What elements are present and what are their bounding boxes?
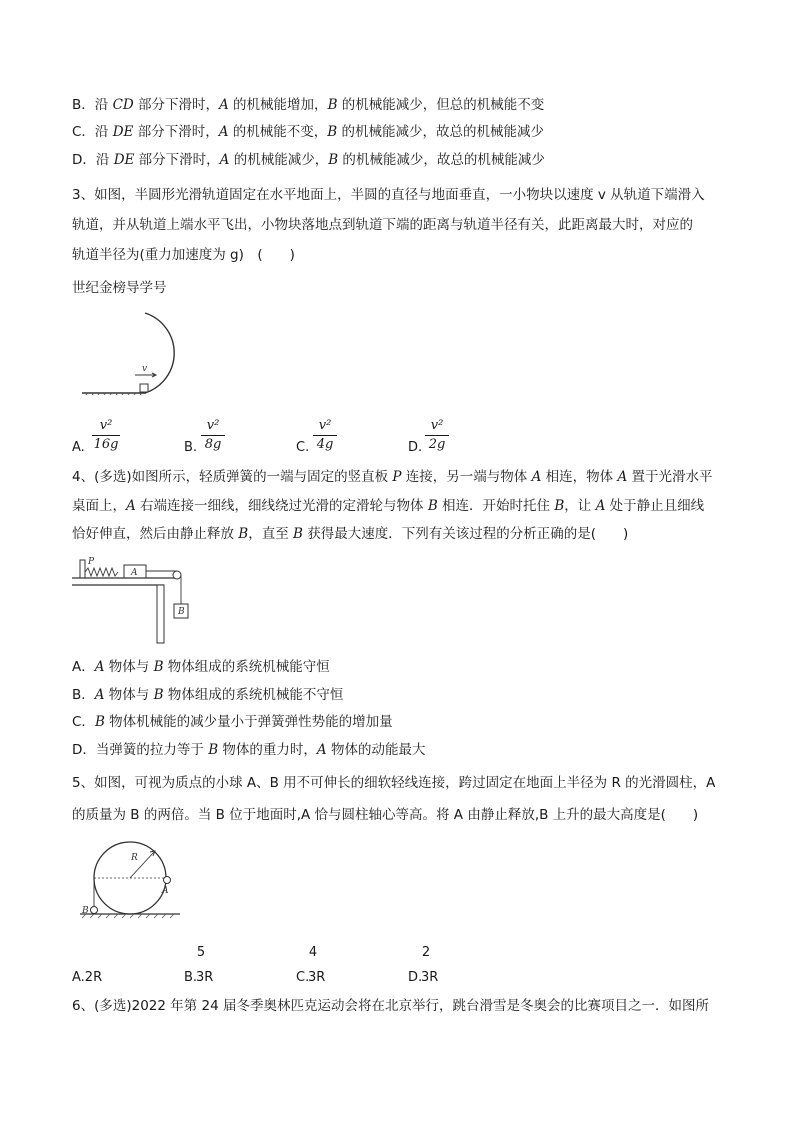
option-c-text: C．沿 DE 部分下滑时，A 的机械能不变，B 的机械能减少，故总的机械能减少 (72, 124, 544, 140)
ball-a-label: A (162, 886, 169, 896)
q4-option-d[interactable]: D．当弹簧的拉力等于 B 物体的重力时，A 物体的动能最大 (72, 742, 426, 758)
q5-option-b-num: 5 (196, 945, 206, 960)
q3-option-c[interactable]: C. (296, 440, 310, 455)
q4-text-line1: 4、(多选)如图所示，轻质弹簧的一端与固定的竖直板 P 连接，另一端与物体 A 相连，物体 A 置于光滑水平 (72, 469, 713, 485)
q5-option-a[interactable]: A.2R (72, 970, 103, 985)
q3-semicircle-track-figure (80, 305, 200, 395)
q5-option-c[interactable]: C. (296, 970, 310, 985)
q5-option-d-num: 2 (421, 945, 431, 960)
q5-option-d[interactable]: D. (408, 970, 423, 985)
q3-option-d[interactable]: D. (408, 440, 423, 455)
q4-option-a[interactable]: A．A 物体与 B 物体组成的系统机械能守恒 (72, 659, 330, 675)
q4-spring-pulley-figure (72, 552, 202, 647)
velocity-label: v (142, 364, 148, 374)
option-b-text: B．沿 CD 部分下滑时，A 的机械能增加，B 的机械能减少，但总的机械能不变 (72, 97, 545, 113)
block-a-label: A (131, 568, 138, 578)
q3-text-line3: 轨道半径为(重力加速度为 g) ( ) (72, 247, 295, 263)
ball-b-label: B (82, 906, 89, 916)
q5-option-c-value: 3R (308, 970, 326, 985)
q5-option-b[interactable]: B. (184, 970, 198, 985)
q6-text-line1: 6、(多选)2022 年第 24 届冬季奥林匹克运动会将在北京举行，跳台滑雪是冬奥会的比赛项目之一．如图所 (72, 998, 710, 1014)
radius-label: R (131, 853, 138, 863)
block-b-label: B (178, 607, 185, 617)
q3-option-a[interactable]: A. (72, 440, 85, 455)
q4-text-line2: 桌面上，A 右端连接一细线，细线绕过光滑的定滑轮与物体 B 相连．开始时托住 B，让 A 处于静止且细线 (72, 498, 705, 514)
q5-option-b-value: 3R (196, 970, 214, 985)
q5-text-line1: 5、如图，可视为质点的小球 A、B 用不可伸长的细软轻线连接，跨过固定在地面上半径为 R 的光滑圆柱，A (72, 775, 716, 791)
plate-p-label: P (88, 557, 95, 567)
q3-option-c-fraction: v² 4g (313, 418, 337, 453)
q5-cylinder-figure (76, 838, 186, 920)
option-d-text: D．沿 DE 部分下滑时，A 的机械能减少，B 的机械能减少，故总的机械能减少 (72, 152, 545, 168)
q3-option-d-fraction: v² 2g (425, 418, 449, 453)
q5-option-d-value: 3R (421, 970, 439, 985)
q3-option-b[interactable]: B. (184, 440, 198, 455)
q5-option-c-num: 4 (308, 945, 318, 960)
q3-option-b-fraction: v² 8g (201, 418, 225, 453)
q3-watermark: 世纪金榜导学号 (72, 280, 167, 296)
q4-option-b[interactable]: B．A 物体与 B 物体组成的系统机械能不守恒 (72, 687, 344, 703)
q5-text-line2: 的质量为 B 的两倍。当 B 位于地面时,A 恰与圆柱轴心等高。将 A 由静止释放,B 上升的最大高度是( ) (72, 807, 699, 823)
q4-option-c[interactable]: C．B 物体机械能的减少量小于弹簧弹性势能的增加量 (72, 714, 393, 730)
q4-text-line3: 恰好伸直，然后由静止释放 B，直至 B 获得最大速度．下列有关该过程的分析正确的是( ) (72, 526, 629, 542)
q3-option-a-fraction: v² 16g (93, 418, 119, 452)
q3-text-line1: 3、如图，半圆形光滑轨道固定在水平地面上，半圆的直径与地面垂直，一小物块以速度 v 从轨道下端滑入 (72, 187, 705, 203)
q3-text-line2: 轨道，并从轨道上端水平飞出，小物块落地点到轨道下端的距离与轨道半径有关，此距离最大时，对应的 (72, 217, 693, 233)
